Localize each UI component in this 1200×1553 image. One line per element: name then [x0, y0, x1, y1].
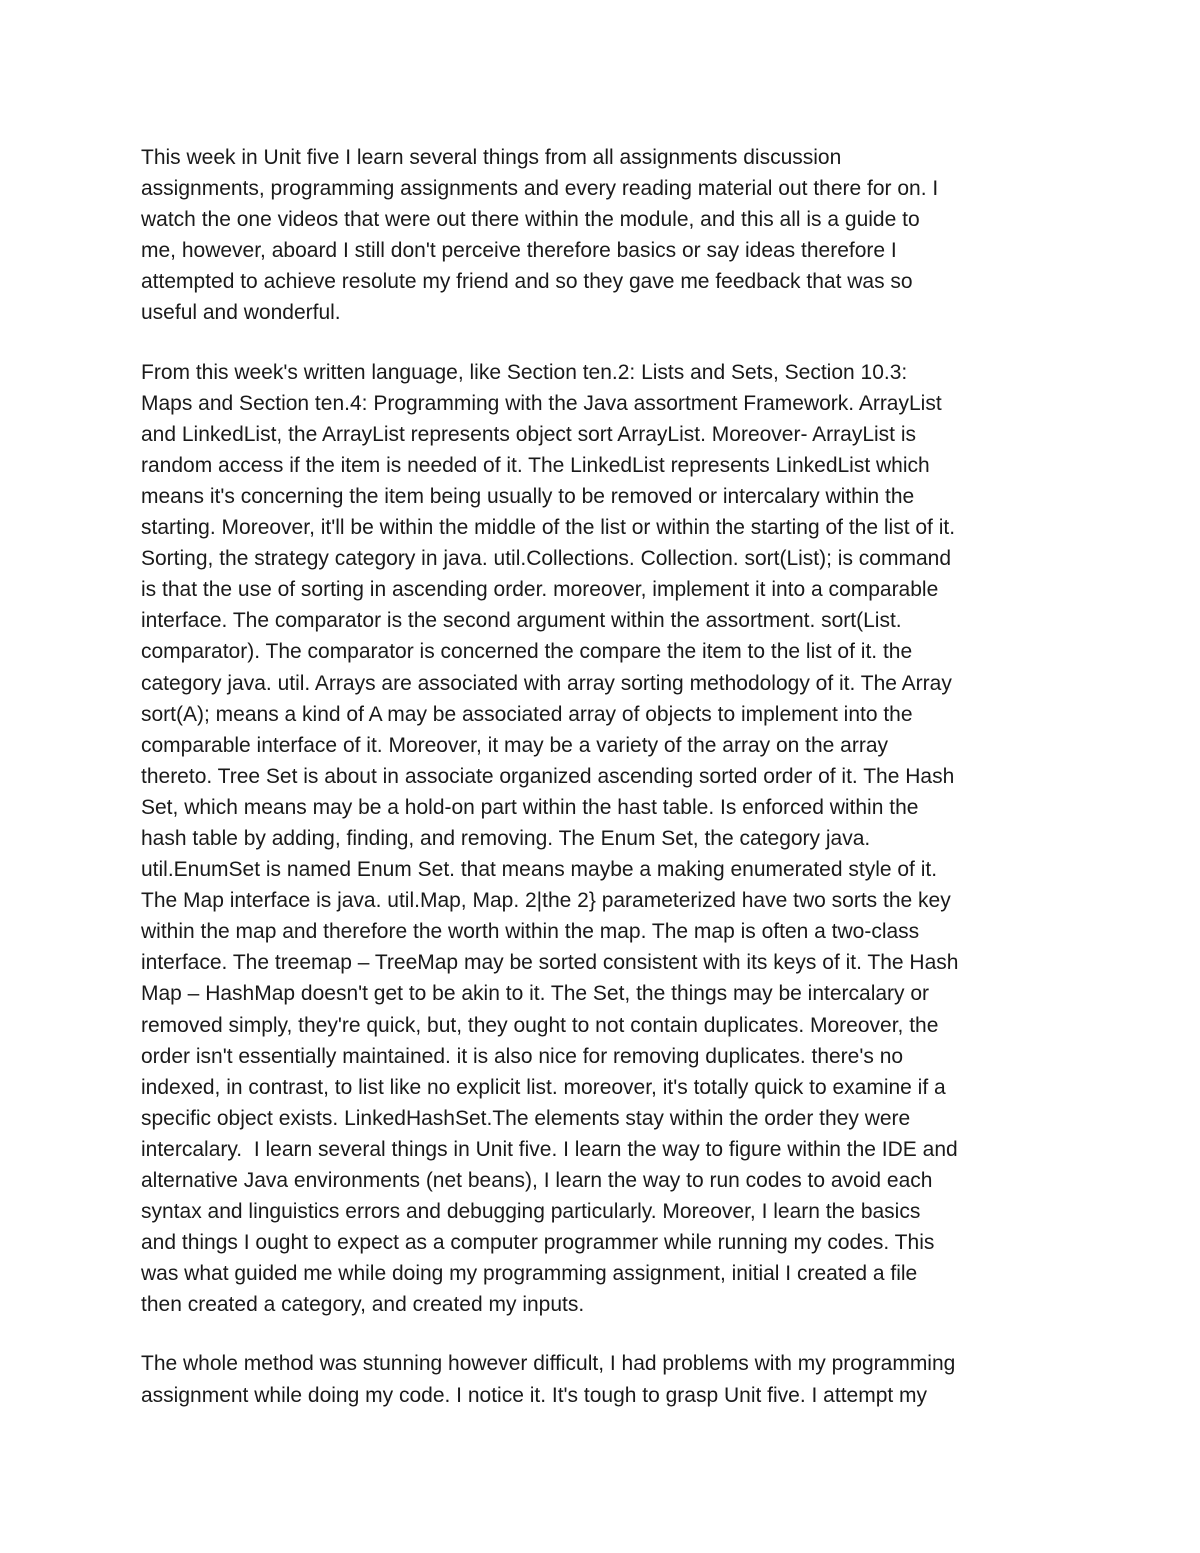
- text-line: then created a category, and created my inputs.: [141, 1293, 585, 1317]
- text-line: specific object exists. LinkedHashSet.The elements stay within the order they were: [141, 1106, 911, 1130]
- text-line: Sorting, the strategy category in java. util.Collections. Collection. sort(List); is command: [141, 547, 952, 571]
- text-line: Set, which means may be a hold-on part within the hast table. Is enforced within the: [141, 795, 919, 819]
- text-line: Maps and Section ten.4: Programming with the Java assortment Framework. ArrayList: [141, 391, 942, 415]
- paragraph-2: [141, 357, 1066, 1321]
- text-line: and LinkedList, the ArrayList represents object sort ArrayList. Moreover- ArrayList is: [141, 422, 917, 446]
- paragraph-1: [141, 142, 1066, 329]
- text-line: interface. The comparator is the second argument within the assortment. sort(List.: [141, 609, 902, 633]
- text-line: is that the use of sorting in ascending order. moreover, implement it into a comparable: [141, 578, 939, 602]
- text-line: watch the one videos that were out there within the module, and this all is a guide to: [141, 208, 920, 232]
- text-line: me, however, aboard I still don't perceive therefore basics or say ideas therefore I: [141, 239, 897, 263]
- text-line: within the map and therefore the worth within the map. The map is often a two-class: [141, 920, 920, 944]
- text-line: starting. Moreover, it'll be within the middle of the list or within the starting of the list of it.: [141, 516, 956, 540]
- text-line: comparable interface of it. Moreover, it may be a variety of the array on the array: [141, 733, 889, 757]
- text-line: removed simply, they're quick, but, they ought to not contain duplicates. Moreover, the: [141, 1013, 939, 1037]
- text-line: comparator). The comparator is concerned the compare the item to the list of it. the: [141, 640, 913, 664]
- text-line: alternative Java environments (net beans), I learn the way to run codes to avoid each: [141, 1169, 933, 1192]
- text-line: assignments, programming assignments and every reading material out there for on. I: [141, 177, 939, 201]
- text-line: intercalary. I learn several things in Unit five. I learn the way to figure within the IDE and: [141, 1137, 958, 1161]
- text-line: category java. util. Arrays are associated with array sorting methodology of it. The Array: [141, 671, 952, 695]
- text-line: thereto. Tree Set is about in associate organized ascending sorted order of it. The Hash: [141, 764, 955, 788]
- text-line: util.EnumSet is named Enum Set. that means maybe a making enumerated style of it.: [141, 858, 938, 882]
- text-line: The Map interface is java. util.Map, Map. 2|the 2} parameterized have two sorts the key: [141, 889, 951, 913]
- document-body: [141, 142, 1066, 1439]
- text-line: assignment while doing my code. I notice it. It's tough to grasp Unit five. I attempt my: [141, 1383, 928, 1407]
- text-line: means it's concerning the item being usually to be removed or intercalary within the: [141, 484, 915, 508]
- text-line: was what guided me while doing my programming assignment, initial I created a file: [141, 1262, 918, 1286]
- text-line: This week in Unit five I learn several things from all assignments discussion: [141, 146, 842, 169]
- text-line: interface. The treemap – TreeMap may be sorted consistent with its keys of it. The Hash: [141, 951, 959, 975]
- text-line: and things I ought to expect as a computer programmer while running my codes. This: [141, 1231, 935, 1255]
- paragraph-3: [141, 1348, 1066, 1410]
- text-line: indexed, in contrast, to list like no explicit list. moreover, it's totally quick to examine if a: [141, 1075, 946, 1099]
- text-line: useful and wonderful.: [141, 301, 341, 325]
- text-line: Map – HashMap doesn't get to be akin to it. The Set, the things may be intercalary or: [141, 982, 930, 1006]
- text-line: From this week's written language, like Section ten.2: Lists and Sets, Section 10.3:: [141, 360, 908, 384]
- text-line: The whole method was stunning however difficult, I had problems with my programming: [141, 1352, 956, 1376]
- text-line: syntax and linguistics errors and debugging particularly. Moreover, I learn the basics: [141, 1200, 921, 1224]
- text-line: sort(A); means a kind of A may be associated array of objects to implement into the: [141, 702, 913, 726]
- text-line: random access if the item is needed of it. The LinkedList represents LinkedList which: [141, 453, 930, 477]
- text-line: hash table by adding, finding, and removing. The Enum Set, the category java.: [141, 826, 871, 850]
- text-line: attempted to achieve resolute my friend and so they gave me feedback that was so: [141, 270, 913, 294]
- text-line: order isn't essentially maintained. it is also nice for removing duplicates. there's no: [141, 1044, 904, 1068]
